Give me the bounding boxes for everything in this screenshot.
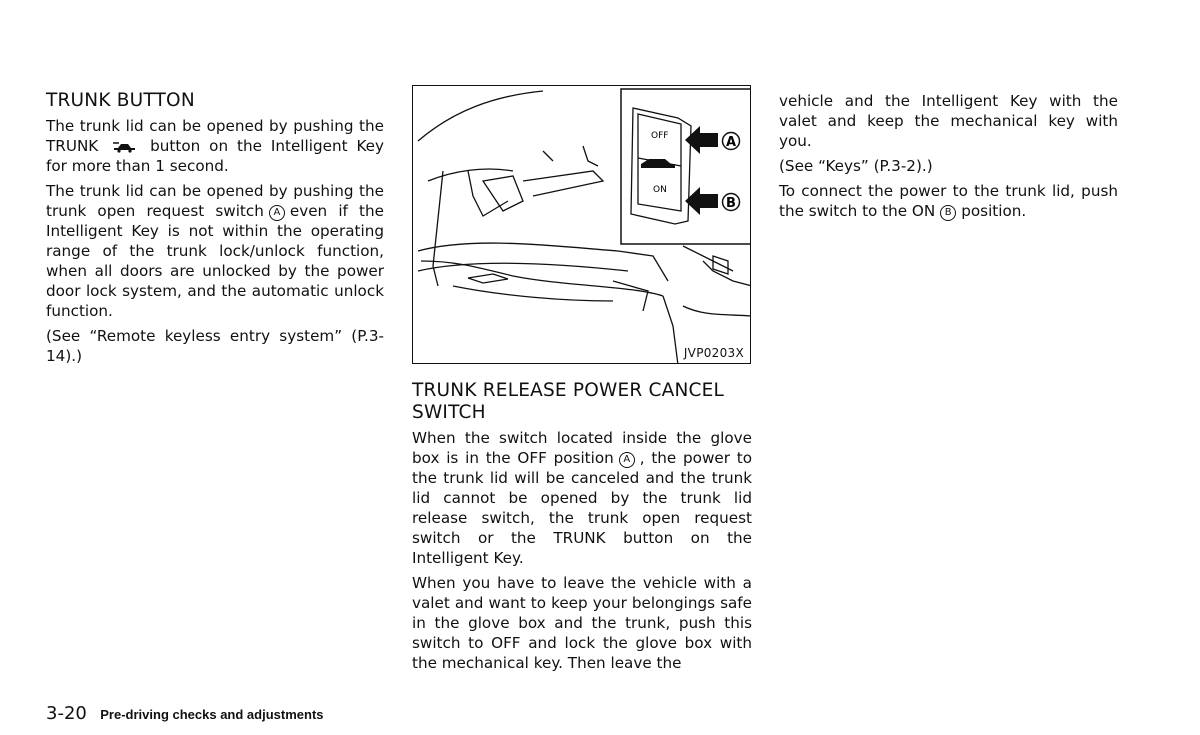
callout-b-label: B <box>726 196 736 211</box>
left-column <box>46 90 384 371</box>
callout-b-marker: B <box>940 205 956 221</box>
page-number: 3-20 <box>46 703 87 724</box>
callout-a-marker: A <box>619 452 635 468</box>
trunk-car-icon <box>111 139 137 153</box>
keys-reference: (See “Keys” (P.3-2).) <box>779 157 933 175</box>
glove-box-illustration <box>413 86 751 364</box>
middle-column <box>412 380 752 678</box>
right-column <box>779 91 1118 226</box>
trunk-button-paragraph-1: The trunk lid can be opened by pushing the TRUNK button on the Intelligent Key for more than 1 second. <box>46 117 384 175</box>
power-cancel-heading: TRUNK RELEASE POWER CANCEL SWITCH <box>412 380 725 423</box>
power-cancel-paragraph-2: When you have to leave the vehicle with a valet and want to keep your belongings safe in the glove box and the trunk, push this switch to OFF and lock the glove box with the mechanical key. Then leave the <box>412 574 752 672</box>
callout-a-marker: A <box>269 205 285 221</box>
trunk-button-heading: TRUNK BUTTON <box>46 90 195 111</box>
power-cancel-paragraph-1: When the switch located inside the glove box is in the OFF position A , the power to the trunk lid will be canceled and the trunk lid cannot be opened by the trunk lid release switch, the trunk open request switch or the TRUNK button on the Intelligent Key. <box>412 429 752 567</box>
glove-box-switch-figure <box>412 85 751 364</box>
callout-a-label: A <box>726 135 737 150</box>
section-title: Pre-driving checks and adjustments <box>100 707 324 722</box>
page-footer <box>46 703 324 724</box>
figure-code: JVP0203X <box>683 346 744 360</box>
valet-paragraph: vehicle and the Intelligent Key with the valet and keep the mechanical key with you. <box>779 92 1118 150</box>
trunk-button-reference: (See “Remote keyless entry system” (P.3-14).) <box>46 327 384 365</box>
switch-off-label: OFF <box>651 131 669 141</box>
connect-power-paragraph: To connect the power to the trunk lid, push the switch to the ON B position. <box>779 182 1118 220</box>
switch-on-label: ON <box>653 185 667 195</box>
trunk-button-paragraph-2: The trunk lid can be opened by pushing the trunk open request switch A even if the Intelligent Key is not within the operating range of the trunk lock/unlock function, when all doors are unlocked by the power door lock system, and the automatic unlock function. <box>46 182 384 320</box>
